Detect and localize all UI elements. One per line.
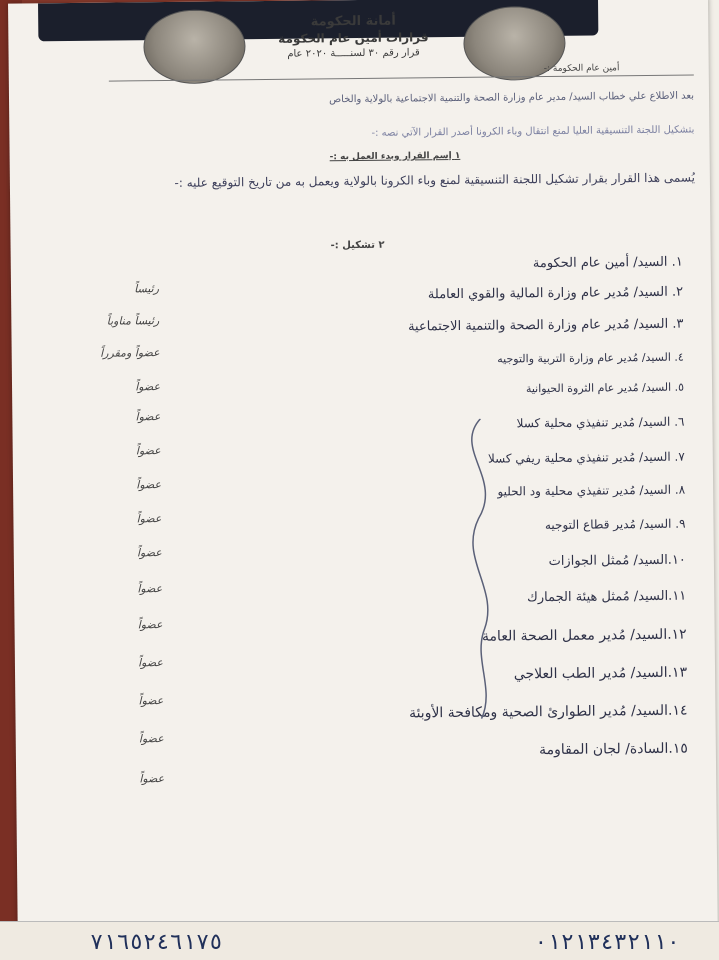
member-role: عضواً bbox=[137, 618, 163, 632]
member-item: ١٥.السادة/ لجان المقاومة bbox=[538, 740, 688, 759]
subject-label: أمين عام الحكومة :- bbox=[543, 63, 620, 75]
intro-line-2: بتشكيل اللجنة التنسيقية العليا لمنع انتقال وباء الكرونا أصدر القرار الآتي نصه :- bbox=[371, 124, 695, 139]
bottom-note-sheet bbox=[0, 921, 719, 960]
committee-members-list bbox=[263, 254, 688, 759]
member-role: رئيساً bbox=[134, 282, 160, 296]
naming-clause: يُسمى هذا القرار بقرار تشكيل اللجنة التنسيقية لمنع وباء الكرونا بالولاية ويعمل به من تاريخ التوقيع عليه :- bbox=[174, 170, 695, 190]
member-item: ١٣.السيد/ مُدير الطب العلاجي bbox=[513, 664, 688, 683]
decisions-title: قرارات أمين عام الحكومة bbox=[278, 30, 429, 46]
member-role: عضواً bbox=[137, 582, 163, 596]
member-item: ١٠.السيد/ مُمثل الجوازات bbox=[548, 552, 686, 570]
member-role: رئيساً مناوباً bbox=[106, 314, 160, 328]
member-role: عضواً bbox=[135, 380, 161, 394]
section-title-name: ١ إسم القرار وبدء العمل به :- bbox=[329, 150, 461, 163]
member-role: عضواً bbox=[138, 694, 164, 708]
phone-number-left: ٧١٦٥٢٤٦١٧٥ bbox=[90, 929, 223, 955]
member-item: ٧. السيد/ مُدير تنفيذي محلية ريفي كسلا bbox=[487, 449, 685, 466]
member-item: ٩. السيد/ مُدير قطاع التوجيه bbox=[544, 516, 686, 533]
handwritten-phone-numbers bbox=[90, 928, 680, 956]
emblem-left-logo bbox=[143, 9, 246, 84]
member-role: عضواً bbox=[138, 732, 164, 746]
member-item: ٢. السيد/ مُدير عام وزارة المالية والقوي العاملة bbox=[427, 284, 684, 303]
member-role: عضواً bbox=[135, 410, 161, 424]
member-item: ١٢.السيد/ مُدير معمل الصحة العامة bbox=[481, 626, 687, 645]
decision-document bbox=[8, 0, 718, 939]
section-title-formation: ٢ تشكيل :- bbox=[330, 239, 385, 252]
decision-number: قرار رقم ٣٠ لسنـــــة ٢٠٢٠ عام bbox=[287, 47, 420, 60]
handwritten-curve-mark bbox=[442, 418, 515, 719]
member-role: عضواً ومقرراً bbox=[100, 346, 160, 360]
member-role: عضواً bbox=[136, 546, 162, 560]
member-item: ٦. السيد/ مُدير تنفيذي محلية كسلا bbox=[516, 414, 685, 431]
member-item: ٥. السيد/ مُدير عام الثروة الحيوانية bbox=[525, 380, 685, 396]
member-item: ٨. السيد/ مُدير تنفيذي محلية ود الحليو bbox=[497, 482, 686, 499]
member-role: عضواً bbox=[136, 512, 162, 526]
member-item: ١٤.السيد/ مُدير الطوارئ الصحية ومكافحة الأوبئة bbox=[408, 702, 688, 722]
document-header bbox=[253, 13, 453, 60]
member-role: عضواً bbox=[138, 656, 163, 670]
intro-line-1: بعد الاطلاع علي خطاب السيد/ مدير عام وزارة الصحة والتنمية الاجتماعية بالولاية والخاص bbox=[328, 90, 695, 106]
member-item: ١١.السيد/ مُمثل هيئة الجمارك bbox=[527, 588, 687, 606]
member-role: عضواً bbox=[139, 772, 165, 786]
member-item: ٣. السيد/ مُدير عام وزارة الصحة والتنمية الاجتماعية bbox=[407, 316, 684, 335]
member-role: عضواً bbox=[135, 444, 161, 458]
member-item: ١. السيد/ أمين عام الحكومة bbox=[532, 254, 683, 272]
member-item: ٤. السيد/ مُدير عام وزارة التربية والتوجيه bbox=[497, 350, 684, 366]
member-roles-column bbox=[49, 282, 165, 786]
phone-number-right: ٠١٢١٣٤٣٢١١٠ bbox=[534, 929, 680, 955]
member-role: عضواً bbox=[136, 478, 162, 492]
office-title: أمانة الحكومة bbox=[310, 13, 396, 30]
